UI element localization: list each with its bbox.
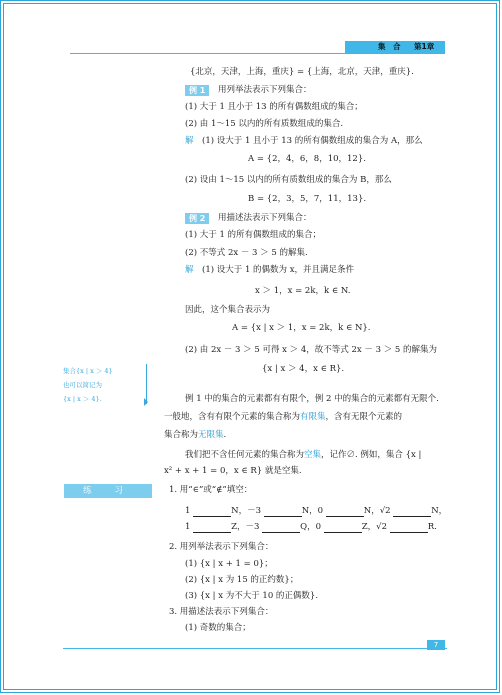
example-1-s1-eq: A = {2，4，6，8，10，12}. [248, 154, 366, 164]
exercise-q3: 3. 用描述法表示下列集合： [169, 607, 274, 617]
row-text: N， [431, 506, 448, 516]
side-note-line: 集合{x | x ＞ 4} [63, 367, 113, 375]
answer-blank[interactable] [264, 507, 302, 517]
row-text: 1 [185, 522, 191, 532]
paragraph-line: x² + x + 1 = 0，x ∈ R} 就是空集. [164, 466, 302, 476]
paragraph-line [164, 429, 226, 441]
example-2-s1-eq: A = {x | x ＞ 1，x = 2k，k ∈ N}. [232, 323, 371, 333]
header-section: 集 合 [378, 42, 401, 51]
paragraph-text: 我们把不含任何元素的集合称为 [185, 450, 305, 460]
exercise-q2-3: (3) {x | x 为不大于 10 的正偶数}. [185, 591, 319, 601]
exercise-q2: 2. 用列举法表示下列集合： [169, 542, 274, 552]
side-note-line: 也可以简记为 [63, 381, 102, 389]
side-note [63, 364, 143, 406]
example-1-title: 用列举法表示下列集合： [218, 85, 312, 95]
side-note-line: {x | x ＞ 4}. [63, 395, 102, 403]
row-text: R. [427, 522, 437, 532]
text-line: {北京，天津，上海，重庆} = {上海，北京，天津，重庆}. [190, 67, 414, 77]
example-1-q2: (2) 由 1～15 以内的所有质数组成的集合. [185, 119, 344, 129]
header-chapter: 第1章 [414, 42, 435, 51]
paragraph-text: ，含有无限个元素的 [325, 412, 403, 422]
exercise-label: 练 习 [64, 484, 152, 498]
term-empty-set: 空集 [304, 450, 322, 460]
answer-blank[interactable] [390, 523, 428, 533]
exercise-q1-row1 [185, 505, 447, 517]
answer-blank[interactable] [326, 507, 364, 517]
answer-blank[interactable] [193, 523, 231, 533]
exercise-q2-2: (2) {x | x 为 15 的正约数}； [185, 575, 299, 585]
header-rule [70, 53, 445, 54]
paragraph-text: 一般地，含有有限个元素的集合称为 [164, 412, 301, 422]
example-2-q2: (2) 不等式 2x － 3 ＞ 5 的解集. [185, 248, 308, 258]
paragraph-text: 集合称为 [164, 430, 199, 440]
answer-blank[interactable] [193, 507, 231, 517]
answer-blank[interactable] [393, 507, 431, 517]
example-1-badge: 例 1 [185, 85, 209, 96]
paragraph-line [164, 411, 402, 423]
example-2-s2-eq: {x | x ＞ 4，x ∈ R}. [262, 364, 345, 374]
paragraph-text: . [223, 430, 227, 440]
example-2-s1-cond: x ＞ 1，x = 2k，k ∈ N. [255, 286, 351, 296]
paragraph-line: 例 1 中的集合的元素都有有限个，例 2 中的集合的元素都有无限个. [185, 394, 439, 404]
example-2-title: 用描述法表示下列集合： [218, 213, 312, 223]
paragraph-line [185, 449, 421, 461]
example-2-badge: 例 2 [185, 213, 209, 224]
page-number: 7 [427, 640, 445, 650]
exercise-q1: 1. 用“∈”或“∉”填空： [169, 485, 253, 495]
paragraph-text: ，记作∅. 例如，集合 {x | [321, 450, 422, 460]
footer-rule [63, 648, 447, 649]
example-2-s1: (1) 设大于 1 的偶数为 x，并且满足条件 [202, 265, 355, 275]
example-1-s2-eq: B = {2，3，5，7，11，13}. [248, 194, 367, 204]
example-2-q1: (1) 大于 1 的所有偶数组成的集合； [185, 230, 322, 240]
example-1-s2: (2) 设由 1～15 以内的所有质数组成的集合为 B，那么 [185, 175, 392, 185]
row-text: N，√2 [363, 506, 391, 516]
example-2-s1-therefore: 因此，这个集合表示为 [185, 305, 271, 315]
side-note-arrow-icon [144, 398, 148, 406]
answer-blank[interactable] [262, 523, 300, 533]
exercise-q1-row2 [185, 521, 437, 533]
answer-blank[interactable] [324, 523, 362, 533]
term-finite-set: 有限集 [300, 412, 326, 422]
row-text: N，－3 [231, 506, 261, 516]
example-1-s1: (1) 设大于 1 且小于 13 的所有偶数组成的集合为 A，那么 [202, 136, 423, 146]
row-text: Z，－3 [231, 522, 260, 532]
term-infinite-set: 无限集 [198, 430, 224, 440]
example-2-s2: (2) 由 2x － 3 ＞ 5 可得 x ＞ 4，故不等式 2x － 3 ＞ 5 的解集为 [185, 345, 438, 355]
example-2-jie: 解 [185, 265, 194, 275]
exercise-q2-1: (1) {x | x + 1 = 0}； [185, 559, 273, 569]
example-1-q1: (1) 大于 1 且小于 13 的所有偶数组成的集合； [185, 102, 363, 112]
row-text: Z，√2 [361, 522, 387, 532]
row-text: N，0 [301, 506, 324, 516]
exercise-q3-1: (1) 奇数的集合； [185, 623, 251, 633]
example-1-jie: 解 [185, 136, 194, 146]
row-text: Q，0 [300, 522, 322, 532]
row-text: 1 [185, 506, 191, 516]
